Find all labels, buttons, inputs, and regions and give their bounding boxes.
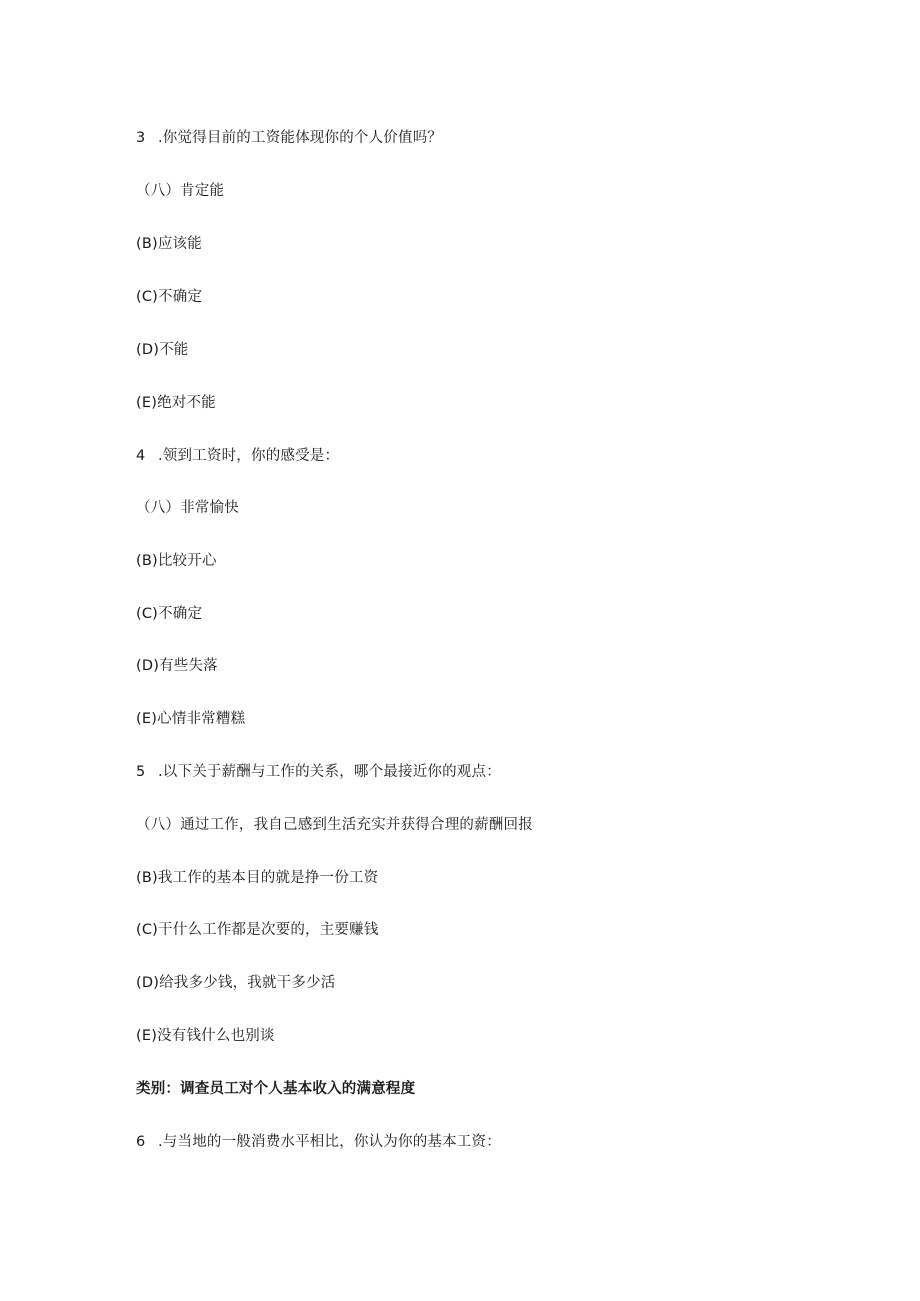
- q3-option-e: (E)绝对不能: [136, 395, 216, 411]
- q5-option-b: (B)我工作的基本目的就是挣一份工资: [136, 870, 379, 886]
- q4-option-e: (E)心情非常糟糕: [136, 711, 246, 727]
- q4-option-b: (B)比较开心: [136, 553, 217, 569]
- question-number: 3: [136, 130, 146, 146]
- question-6: [136, 1132, 501, 1152]
- question-text: .你觉得目前的工资能体现你的个人价值吗？: [158, 130, 443, 146]
- question-text: .以下关于薪酬与工作的关系，哪个最接近你的观点：: [158, 764, 501, 780]
- question-text: .领到工资时，你的感受是：: [158, 448, 340, 464]
- question-number: 5: [136, 764, 146, 780]
- question-4: [136, 446, 339, 466]
- question-number: 4: [136, 448, 146, 464]
- question-5: [136, 762, 501, 782]
- q5-option-e: (E)没有钱什么也别谈: [136, 1028, 275, 1044]
- q5-option-d: (D)给我多少钱，我就干多少活: [136, 975, 336, 991]
- q3-option-b: (B)应该能: [136, 236, 202, 252]
- question-text: .与当地的一般消费水平相比，你认为你的基本工资：: [158, 1134, 501, 1150]
- q3-option-c: (C)不确定: [136, 289, 203, 305]
- question-3: [136, 128, 442, 148]
- category-heading: 类别：调查员工对个人基本收入的满意程度: [136, 1081, 416, 1097]
- q5-option-c: (C)干什么工作都是次要的，主要赚钱: [136, 922, 379, 938]
- q5-option-a: （八）通过工作，我自己感到生活充实并获得合理的薪酬回报: [136, 817, 533, 833]
- q3-option-a: （八）肯定能: [136, 183, 225, 199]
- q4-option-a: （八）非常愉快: [136, 500, 239, 516]
- q3-option-d: (D)不能: [136, 342, 189, 358]
- q4-option-c: (C)不确定: [136, 606, 203, 622]
- question-number: 6: [136, 1134, 146, 1150]
- q4-option-d: (D)有些失落: [136, 658, 218, 674]
